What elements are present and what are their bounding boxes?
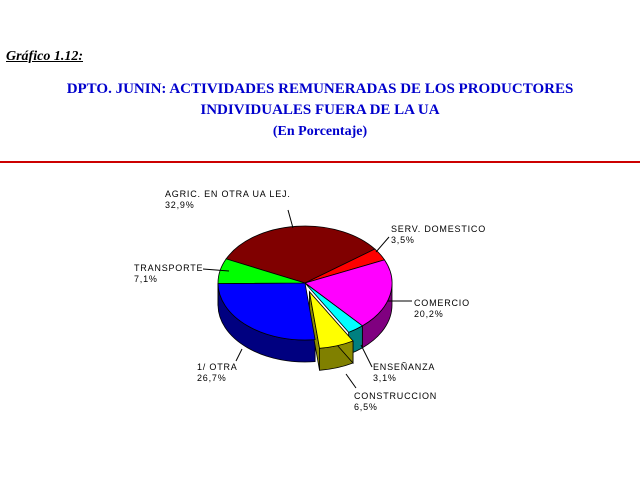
slice-value-transporte: 7,1% — [134, 274, 158, 284]
slice-value-agric-en-otra-ua-lej: 32,9% — [165, 200, 195, 210]
slice-label-1-otra: 1/ OTRA — [197, 362, 238, 372]
slice-label-transporte: TRANSPORTE — [134, 263, 204, 273]
leader-line-serv-domestico — [376, 237, 389, 252]
leader-line-construccion — [346, 374, 356, 388]
leader-line-agric-en-otra-ua-lej — [288, 210, 293, 228]
leader-line-1-otra — [236, 349, 242, 361]
chart-title-line-2: INDIVIDUALES FUERA DE LA UA — [200, 102, 440, 118]
slice-value-comercio: 20,2% — [414, 309, 444, 319]
chart-title-line-1: DPTO. JUNIN: ACTIVIDADES REMUNERADAS DE LOS PRODUCTORES — [66, 81, 574, 97]
slice-value-serv-domestico: 3,5% — [391, 235, 415, 245]
slice-label-ensenanza: ENSEÑANZA — [373, 362, 436, 372]
slice-value-1-otra: 26,7% — [197, 373, 227, 383]
chart-subtitle: (En Porcentaje) — [272, 124, 368, 139]
slice-label-construccion: CONSTRUCCION — [354, 391, 438, 401]
chart-caption: Gráfico 1.12: — [6, 49, 83, 64]
slice-label-serv-domestico: SERV. DOMESTICO — [391, 224, 487, 234]
slice-label-comercio: COMERCIO — [414, 298, 470, 308]
slice-value-ensenanza: 3,1% — [373, 373, 397, 383]
leader-line-ensenanza — [361, 345, 372, 367]
slice-value-construccion: 6,5% — [354, 402, 378, 412]
slice-label-agric-en-otra-ua-lej: AGRIC. EN OTRA UA LEJ. — [165, 189, 291, 199]
